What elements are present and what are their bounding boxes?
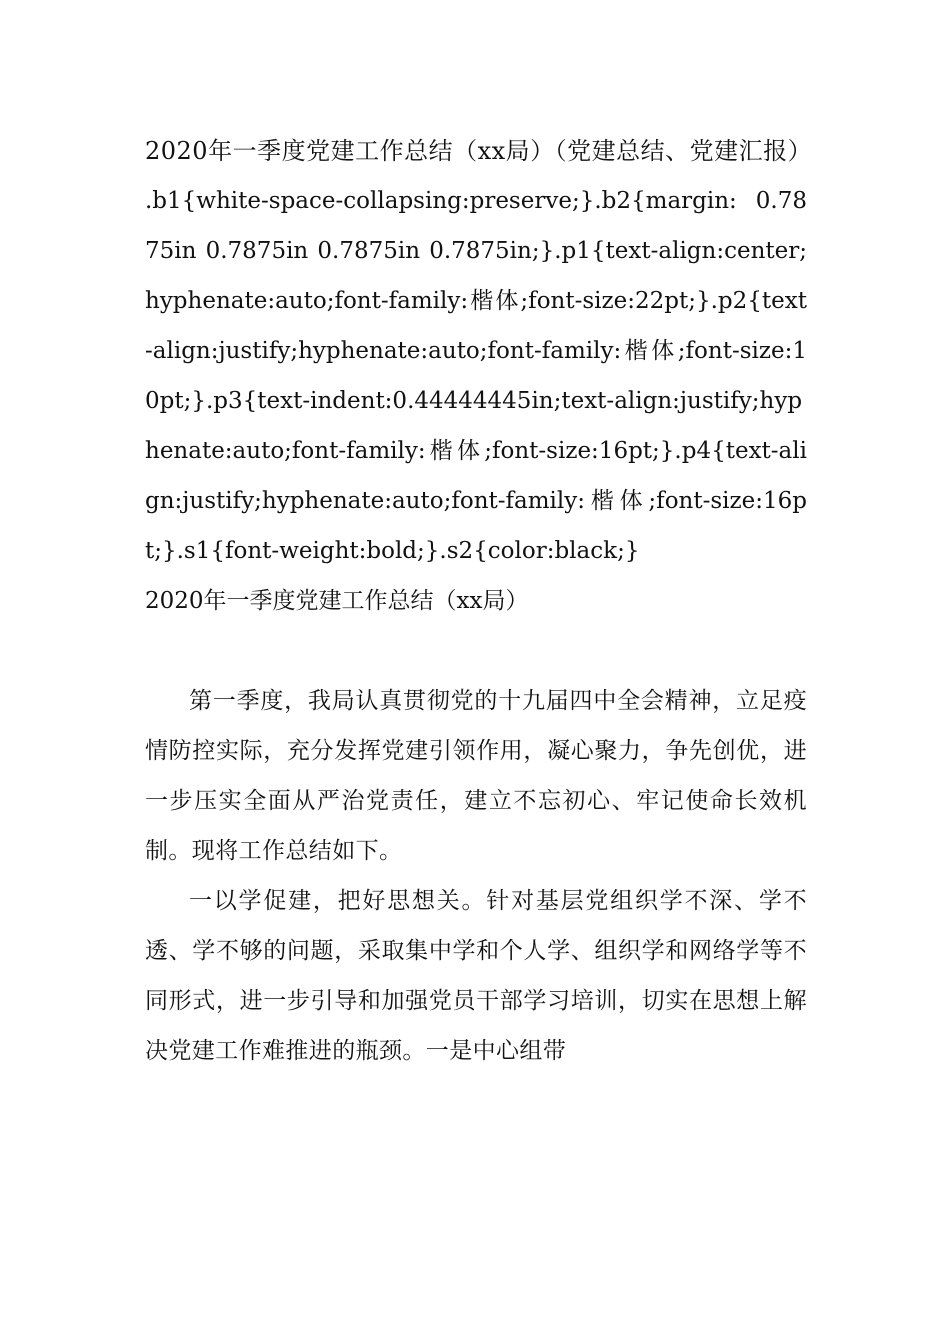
document-title: 2020年一季度党建工作总结（xx局）（党建总结、党建汇报） xyxy=(145,137,813,165)
body-paragraph-2: 一以学促建，把好思想关。针对基层党组织学不深、学不透、学不够的问题，采取集中学和个人学、组织学和网络学等不同形式，进一步引导和加强党员干部学习培训，切实在思想上解决党建工作难推进的瓶颈。一是中心组带 xyxy=(145,888,807,1064)
paragraph-gap xyxy=(145,626,807,676)
document-subtitle: 2020年一季度党建工作总结（xx局） xyxy=(145,588,529,614)
body-paragraph-1: 第一季度，我局认真贯彻党的十九届四中全会精神，立足疫情防控实际，充分发挥党建引领作用，凝心聚力，争先创优，进一步压实全面从严治党责任，建立不忘初心、牢记使命长效机制。现将工作总结如下。 xyxy=(145,688,807,864)
stylesheet-text: .b1{white-space-collapsing:preserve;}.b2{margin: 0.7875in 0.7875in 0.7875in 0.7875in;}.p1{text-align:center;hyphenate:auto;font-family:楷体;font-size:22pt;}.p2{text-align:justify;hyphenate:auto;font-family:楷体;font-size:10pt;}.p3{text-indent:0.44444445in;text-align:justify;hyphenate:auto;font-family:楷体;font-size:16pt;}.p4{text-align:justify;hyphenate:auto;font-family:楷体;font-size:16pt;}.s1{font-weight:bold;}.s2{color:black;} xyxy=(145,188,807,564)
document-page xyxy=(145,126,813,1076)
